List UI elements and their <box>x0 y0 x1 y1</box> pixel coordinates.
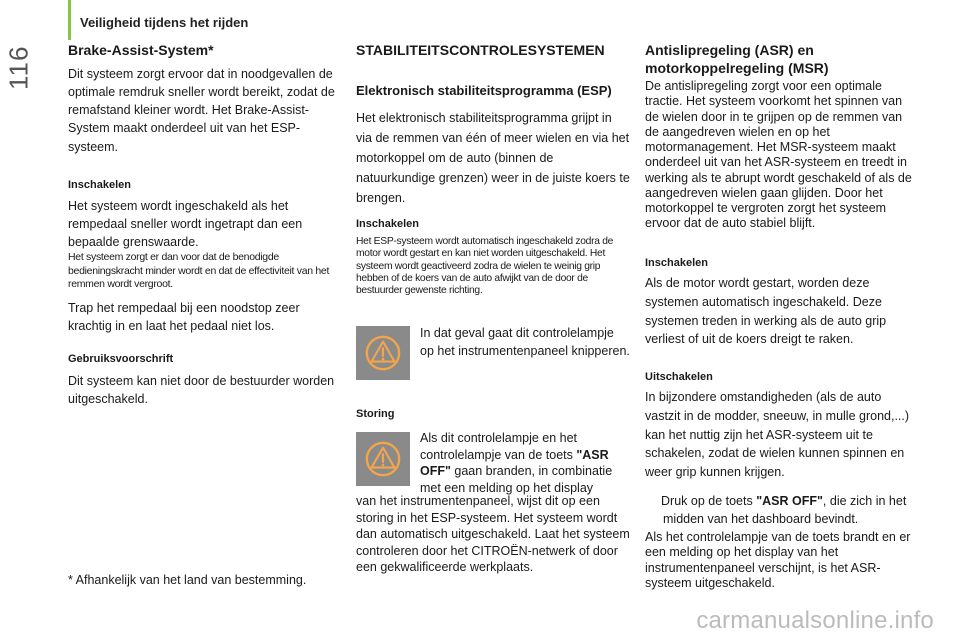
section-title: Veiligheid tijdens het rijden <box>80 15 249 30</box>
brake-assist-usage-heading: Gebruiksvoorschrift <box>68 353 174 365</box>
esp-activate-heading: Inschakelen <box>356 218 419 230</box>
asr-msr-title: Antislipregeling (ASR) en motorkoppelregeling (MSR) <box>645 42 829 76</box>
esp-fault-lamp <box>356 432 410 486</box>
page-number: 116 <box>3 45 34 91</box>
stability-systems-title: STABILITEITSCONTROLESYSTEMEN <box>356 42 605 58</box>
warning-triangle-icon <box>364 334 402 372</box>
asr-off-key-label-2: "ASR OFF" <box>756 494 823 508</box>
asr-outro: Als het controlelampje van de toets brandt en er een melding op het display van het instrumentenpaneel verschijnt, is het ASR-systeem uitgeschakeld. <box>645 530 911 590</box>
asr-off-instruction-part2: , die zich in het midden van het dashboard bevindt. <box>663 494 907 527</box>
esp-fault-text-part2: gaan branden, in combinatie met een melding op het display <box>420 464 613 495</box>
asr-activate-text: Als de motor wordt gestart, worden deze systemen automatisch ingeschakeld. Deze systemen treden in werking als de auto grip verliest of uit de koers dreigt te raken. <box>645 276 887 347</box>
watermark: carmanualsonline.info <box>696 607 934 634</box>
esp-activate-small: Het ESP-systeem wordt automatisch ingeschakeld zodra de motor wordt gestart en kan niet worden uitgeschakeld. Het systeem wordt geactiveerd zodra de wielen te weinig grip hebben of de koers van de auto afwijkt van de door de bestuurder gewenste richting. <box>356 236 614 297</box>
asr-off-key-label: "ASR OFF" <box>420 447 609 478</box>
esp-warning-lamp <box>356 326 410 380</box>
brake-assist-intro: Dit systeem zorgt ervoor dat in noodgevallen de optimale remdruk sneller wordt bereikt, zodat de remafstand kleiner wordt. Het Brake-Assist-System maakt onderdeel uit van het ESP-systeem. <box>68 67 335 154</box>
brake-assist-activate-text2: Trap het rempedaal bij een noodstop zeer krachtig in en laat het pedaal niet los. <box>68 301 300 334</box>
brake-assist-usage-text: Dit systeem kan niet door de bestuurder worden uitgeschakeld. <box>68 374 335 407</box>
asr-deactivate-text: In bijzondere omstandigheden (als de auto vastzit in de modder, sneeuw, in mulle grond,...) kan het nuttig zijn het ASR-systeem uit te schakelen, zodat de wielen kunnen spinnen en weer grip kunnen krijgen. <box>645 390 910 479</box>
brake-assist-activate-small: Het systeem zorgt er dan voor dat de benodigde bedieningskracht minder wordt en dat de effectiviteit van het remmen wordt vergroot. <box>68 251 330 291</box>
brake-assist-activate-heading: Inschakelen <box>68 179 131 191</box>
esp-lamp-text: In dat geval gaat dit controlelampje op het instrumentenpaneel knipperen. <box>420 326 630 359</box>
asr-msr-intro: De antislipregeling zorgt voor een optimale tractie. Het systeem voorkomt het spinnen van de wielen door in te grijpen op de remmen van de aangedreven wielen en op het motormanagement. Het MSR-systeem maakt onderdeel uit van het ASR-systeem en treedt in werking als te abrupt wordt geschakeld of als de aangedreven wielen gaan glijden. Door het motorkoppel te vergroten zorgt het systeem ervoor dat de auto stabiel blijft. <box>645 79 912 231</box>
brake-assist-title: Brake-Assist-System* <box>68 42 214 58</box>
esp-intro: Het elektronisch stabiliteitsprogramma grijpt in via de remmen van één of meer wielen en via het motorkoppel om de auto (binnen de natuurkundige grenzen) weer in de juiste koers te brengen. <box>356 111 630 205</box>
esp-fault-text <box>420 430 630 496</box>
section-accent-bar <box>68 0 71 40</box>
esp-fault-text-part1: Als dit controlelampje en het controlelampje van de toets <box>420 431 578 462</box>
asr-off-instruction <box>645 492 915 528</box>
warning-triangle-icon <box>364 440 402 478</box>
esp-fault-text-continued: van het instrumentenpaneel, wijst dit op een storing in het ESP-systeem. Het systeem wordt dan automatisch uitgeschakeld. Laat het systeem controleren door het CITROËN-netwerk of door een gekwalificeerde werkplaats. <box>356 494 630 574</box>
asr-deactivate-heading: Uitschakelen <box>645 371 713 383</box>
asr-activate-heading: Inschakelen <box>645 257 708 269</box>
footnote: * Afhankelijk van het land van bestemming. <box>68 573 307 587</box>
esp-fault-heading: Storing <box>356 408 395 420</box>
esp-subtitle: Elektronisch stabiliteitsprogramma (ESP) <box>356 83 612 98</box>
asr-off-instruction-part1: Druk op de toets <box>661 494 757 508</box>
brake-assist-activate-text: Het systeem wordt ingeschakeld als het rempedaal sneller wordt ingetrapt dan een bepaalde grenswaarde. <box>68 199 303 250</box>
